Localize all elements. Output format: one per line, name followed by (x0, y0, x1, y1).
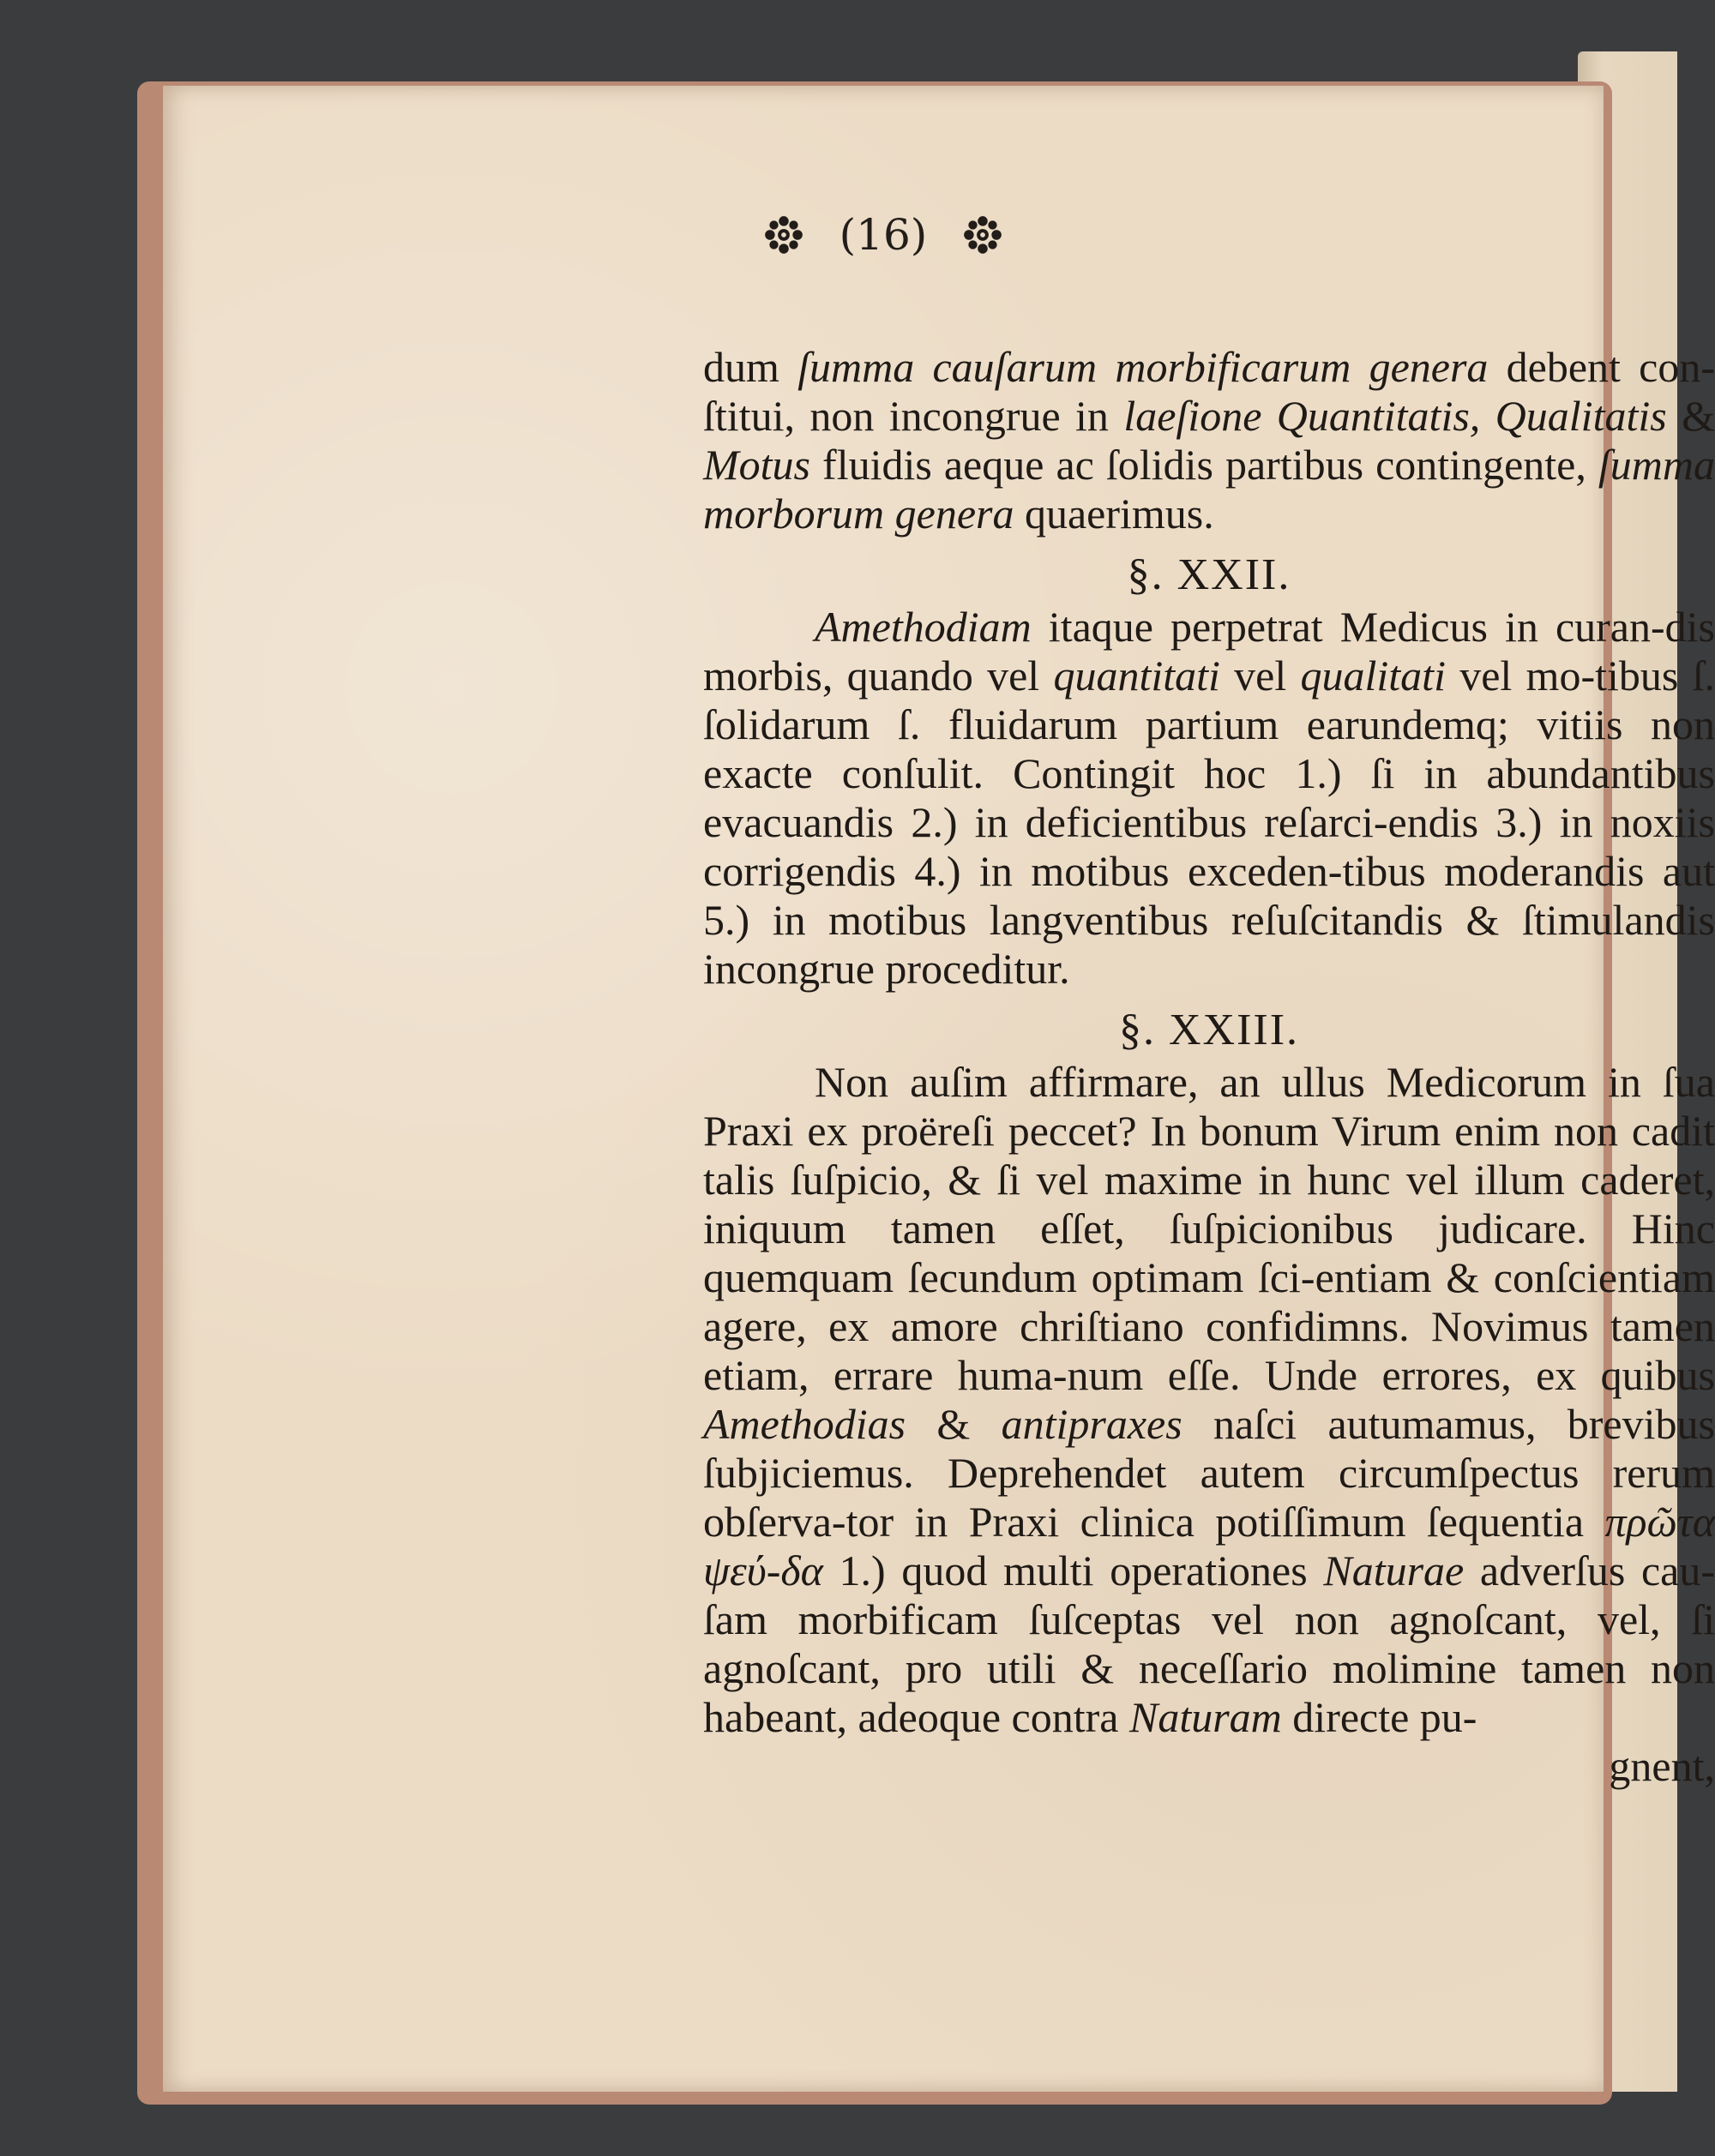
text-run: dum (703, 343, 798, 391)
text-run: directe pu- (1281, 1693, 1477, 1741)
italic-run: ſumma cauſarum morbificarum genera (797, 343, 1489, 391)
text-run: 1.) quod multi operationes (822, 1546, 1324, 1594)
text-run: adverſus cau-ſam morbificam ſuſceptas vel non agnoſcant, vel, ſi agnoſcant, pro utili & neceſſario molimine tamen non habeant, adeoque contra (703, 1546, 1715, 1741)
text-run: & (906, 1400, 1002, 1448)
text-run: vel mo-tibus ſ. ſolidarum ſ. fluidarum partium earundemq; vitiis non exacte conſulit. Contingit hoc 1.) ſi in abundantibus evacuandis 2.) in deficientibus reſarci-endis 3.) in noxiis corrigendis 4.) in motibus exceden-tibus moderandis aut 5.) in motibus langventibus reſuſcitandis & ſtimulandis incongrue proceditur. (703, 652, 1715, 993)
text-run: fluidis aeque ac ſolidis partibus contingente, (810, 441, 1598, 489)
text-run: Non auſim affirmare, an ullus Medicorum in ſua Praxi ex proëreſi peccet? In bonum Virum enim non cadit talis ſuſpicio, & ſi vel maxime in hunc vel illum caderet, iniquum tamen eſſet, ſuſpicionibus judicare. Hinc quemquam ſecundum optimam ſci-entiam & conſcientiam agere, ex amore chriſtiano confidimns. Novimus tamen etiam, errare huma-num eſſe. Unde errores, ex quibus (703, 1058, 1715, 1399)
italic-run: qualitati (1300, 652, 1446, 700)
page-number: (16) (839, 210, 928, 260)
italic-run: antipraxes (1001, 1400, 1182, 1448)
italic-run: laeſione Quantitatis, Qualitatis (1123, 392, 1667, 440)
text-run: & (1666, 392, 1715, 440)
section-heading-xxii: §. XXII. (1127, 550, 1291, 599)
text-run: naſci autumamus, brevibus ſubjiciemus. Deprehendet autem circumſpectus rerum obſerva-tor in Praxi clinica potiſſimum ſequentia (703, 1400, 1715, 1546)
book-page (163, 86, 1715, 2092)
text-run: quaerimus. (1014, 489, 1214, 537)
body-text (703, 343, 1715, 1791)
italic-run: quantitati (1053, 652, 1220, 700)
text-run: debent con-ſtitui, non incongrue in (703, 343, 1715, 440)
flower-ornament-icon (963, 215, 1002, 255)
italic-run: πρῶτα ψεύ-δα (703, 1498, 1715, 1594)
italic-run: Amethodiam (815, 603, 1032, 651)
italic-run: Naturam (1128, 1693, 1282, 1741)
catchword: gnent, (1609, 1742, 1715, 1790)
flower-ornament-icon (764, 215, 803, 255)
italic-run: Amethodias (703, 1400, 906, 1448)
section-xxii-paragraph (703, 603, 1715, 994)
text-run: itaque perpetrat Medicus in curan-dis morbis, quando vel (703, 603, 1715, 700)
section-xxiii-paragraph (703, 1058, 1715, 1742)
page-header (163, 210, 1604, 260)
section-heading-xxiii: §. XXIII. (1118, 1006, 1300, 1054)
italic-run: Motus (703, 441, 810, 489)
intro-paragraph (703, 343, 1715, 538)
italic-run: ſumma morborum genera (703, 441, 1715, 537)
text-run: vel (1219, 652, 1301, 700)
italic-run: Naturae (1323, 1546, 1465, 1594)
